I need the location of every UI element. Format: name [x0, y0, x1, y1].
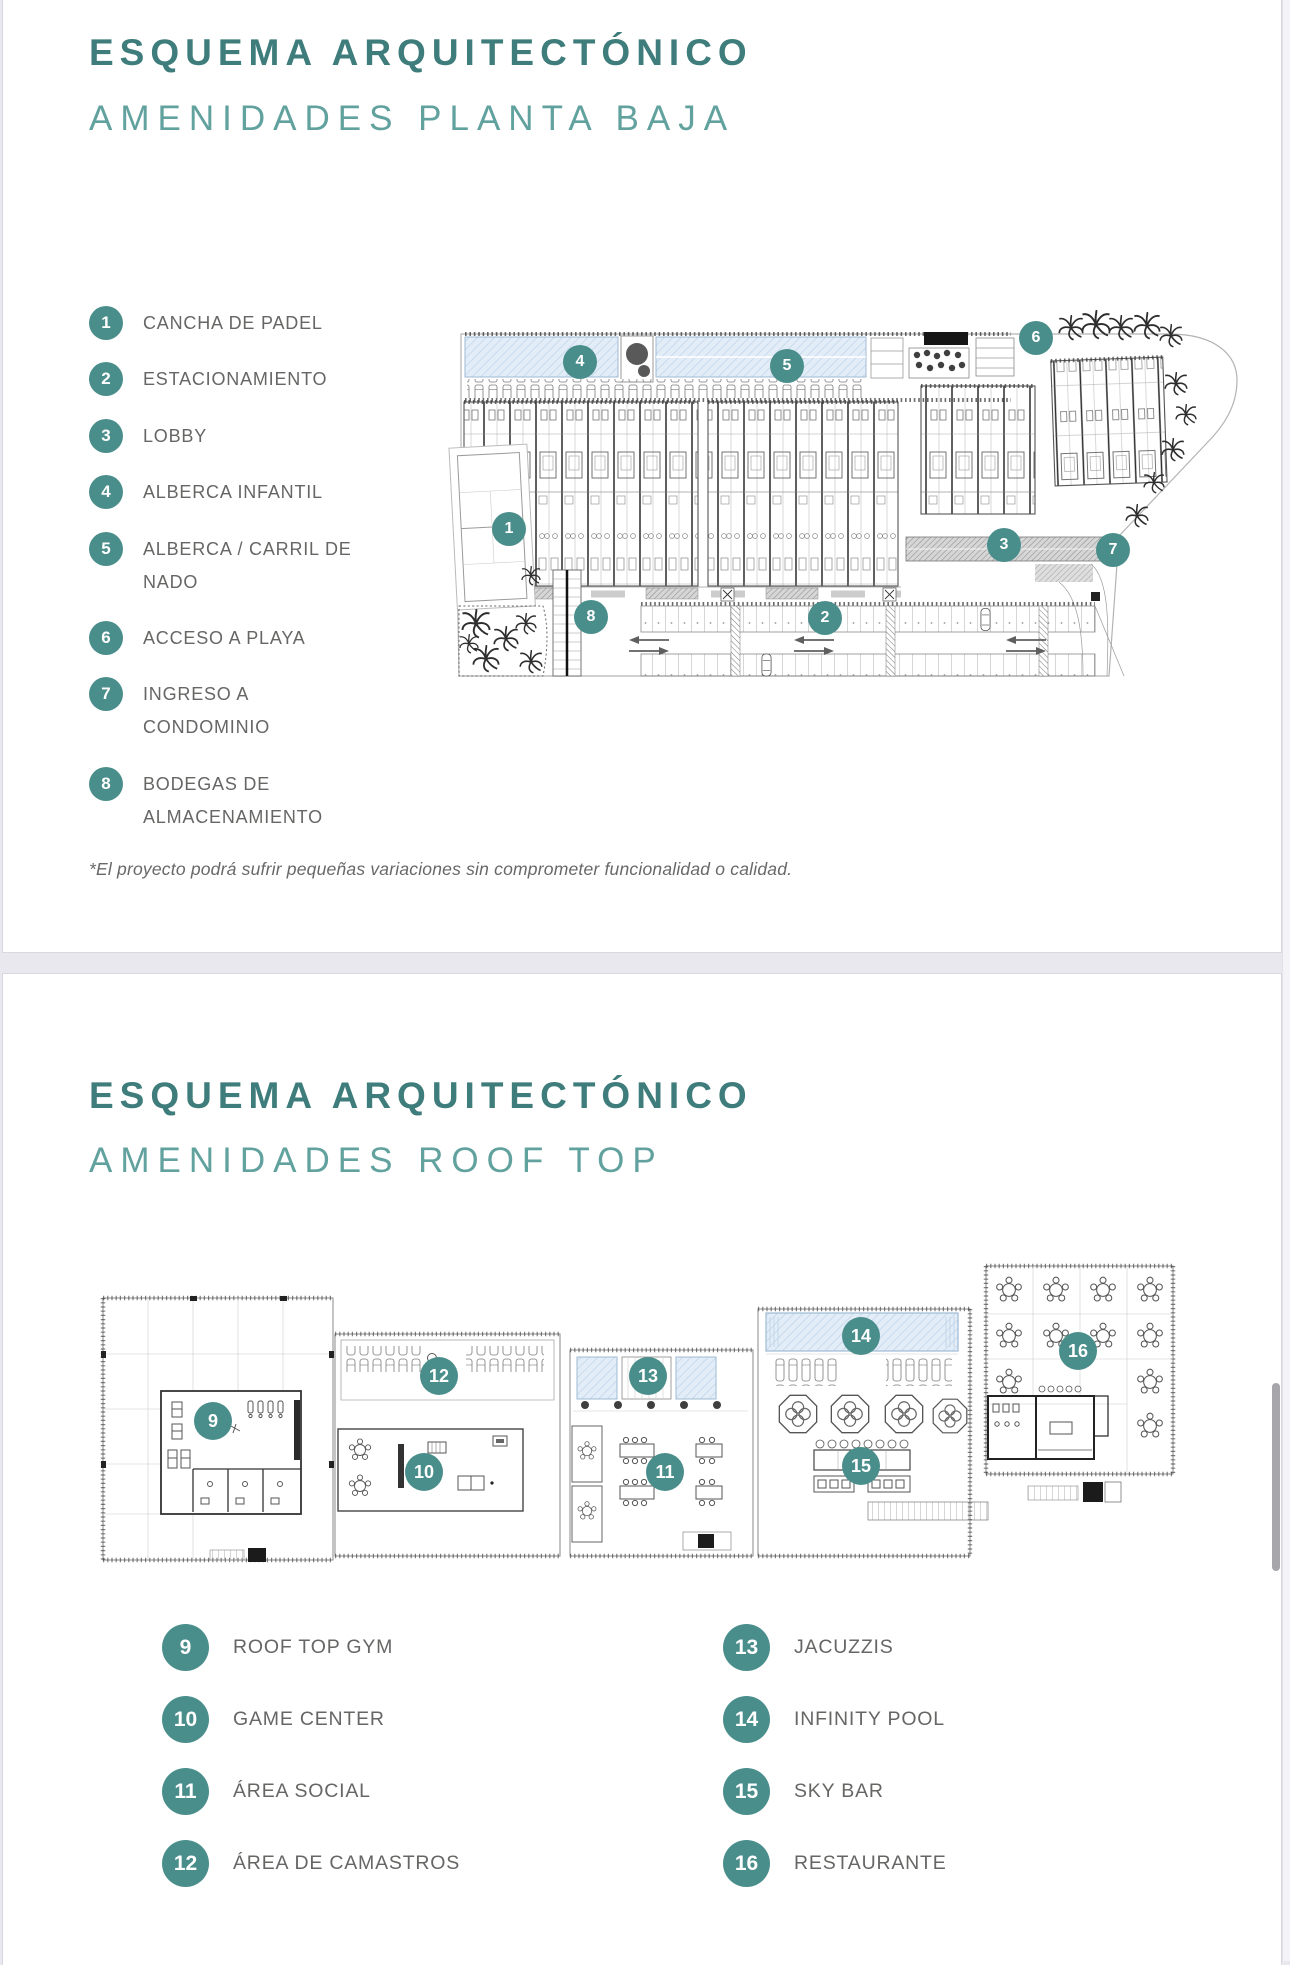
legend-label: RESTAURANTE [794, 1852, 947, 1874]
page-title: ESQUEMA ARQUITECTÓNICO [89, 1075, 753, 1116]
legend-item-13 [723, 1624, 947, 1671]
plan-marker-12: 12 [420, 1357, 458, 1395]
legend-item-14 [723, 1696, 947, 1743]
floorplan-planta-baja-drawing [431, 324, 1251, 684]
legend-item-15 [723, 1768, 947, 1815]
plan-marker-7: 7 [1096, 533, 1130, 567]
page-title: ESQUEMA ARQUITECTÓNICO [89, 32, 753, 73]
plan-marker-14: 14 [842, 1317, 880, 1355]
legend-label: BODEGAS DE ALMACENAMIENTO [143, 773, 323, 827]
legend-number-badge: 9 [162, 1624, 209, 1671]
floorplan-planta-baja [431, 324, 1251, 684]
legend-item-5 [89, 532, 361, 599]
legend-label: JACUZZIS [794, 1636, 894, 1658]
legend-label: ÁREA SOCIAL [233, 1780, 371, 1802]
plan-marker-2: 2 [808, 601, 842, 635]
legend-number-badge: 3 [89, 419, 123, 453]
legend-label: CANCHA DE PADEL [143, 313, 323, 333]
plan-marker-8: 8 [574, 600, 608, 634]
legend-item-12 [162, 1840, 460, 1887]
plan-marker-13: 13 [629, 1357, 667, 1395]
legend-number-badge: 16 [723, 1840, 770, 1887]
legend-item-2 [89, 362, 361, 396]
restaurant-block [986, 1266, 1173, 1502]
legend-item-6 [89, 621, 361, 655]
legend-item-9 [162, 1624, 460, 1671]
legend-number-badge: 14 [723, 1696, 770, 1743]
legend-number-badge: 5 [89, 532, 123, 566]
page-subtitle: AMENIDADES PLANTA BAJA [89, 99, 736, 138]
legend-label: GAME CENTER [233, 1708, 385, 1730]
disclaimer-note: *El proyecto podrá sufrir pequeñas variaciones sin comprometer funcionalidad o calidad. [89, 859, 793, 879]
page-planta-baja [2, 0, 1282, 953]
legend-label: ALBERCA INFANTIL [143, 482, 323, 503]
legend-item-11 [162, 1768, 460, 1815]
jacuzzi [676, 1357, 716, 1399]
plan-marker-1: 1 [492, 512, 526, 546]
loungers-row [467, 379, 863, 398]
legend-label: SKY BAR [794, 1780, 884, 1802]
page-roof-top [2, 973, 1282, 1965]
plan-marker-3: 3 [987, 528, 1021, 562]
page-subtitle: AMENIDADES ROOF TOP [89, 1141, 664, 1180]
legend-label: ROOF TOP GYM [233, 1636, 394, 1658]
legend-number-badge: 1 [89, 306, 123, 340]
legend-label: ÁREA DE CAMASTROS [233, 1852, 461, 1874]
plan-marker-9: 9 [194, 1402, 232, 1440]
jacuzzi [577, 1357, 617, 1399]
legend-label: ESTACIONAMIENTO [143, 369, 328, 390]
legend-label: ALBERCA / CARRIL DE NADO [143, 538, 352, 592]
plan-marker-10: 10 [405, 1453, 443, 1491]
legend-item-16 [723, 1840, 947, 1887]
legend-number-badge: 4 [89, 475, 123, 509]
legend-item-8 [89, 767, 361, 834]
plan-marker-5: 5 [770, 349, 804, 383]
legend-planta-baja [89, 306, 361, 856]
plan-marker-16: 16 [1059, 1332, 1097, 1370]
legend-number-badge: 7 [89, 677, 123, 711]
legend-number-badge: 6 [89, 621, 123, 655]
legend-item-1 [89, 306, 361, 340]
legend-number-badge: 13 [723, 1624, 770, 1671]
plan-marker-6: 6 [1019, 321, 1053, 355]
legend-item-10 [162, 1696, 460, 1743]
legend-roof-top-col1 [162, 1624, 460, 1912]
plan-marker-4: 4 [563, 345, 597, 379]
scrollbar-thumb[interactable] [1272, 1383, 1280, 1571]
legend-roof-top-col2 [723, 1624, 947, 1912]
legend-item-4 [89, 475, 361, 509]
legend-number-badge: 2 [89, 362, 123, 396]
scrollbar-track [1282, 0, 1290, 1961]
plan-marker-11: 11 [646, 1453, 684, 1491]
legend-number-badge: 8 [89, 767, 123, 801]
legend-label: LOBBY [143, 425, 208, 446]
legend-number-badge: 15 [723, 1768, 770, 1815]
legend-number-badge: 12 [162, 1840, 209, 1887]
legend-number-badge: 11 [162, 1768, 209, 1815]
legend-item-7 [89, 677, 361, 744]
legend-label: ACCESO A PLAYA [143, 627, 306, 648]
legend-label: INFINITY POOL [794, 1708, 945, 1730]
floorplan-roof-top [98, 1254, 1178, 1564]
legend-number-badge: 10 [162, 1696, 209, 1743]
legend-item-3 [89, 419, 361, 453]
stairs [868, 1502, 988, 1520]
floorplan-roof-top-drawing [98, 1254, 1178, 1564]
legend-label: INGRESO A CONDOMINIO [143, 684, 270, 738]
plan-marker-15: 15 [842, 1447, 880, 1485]
